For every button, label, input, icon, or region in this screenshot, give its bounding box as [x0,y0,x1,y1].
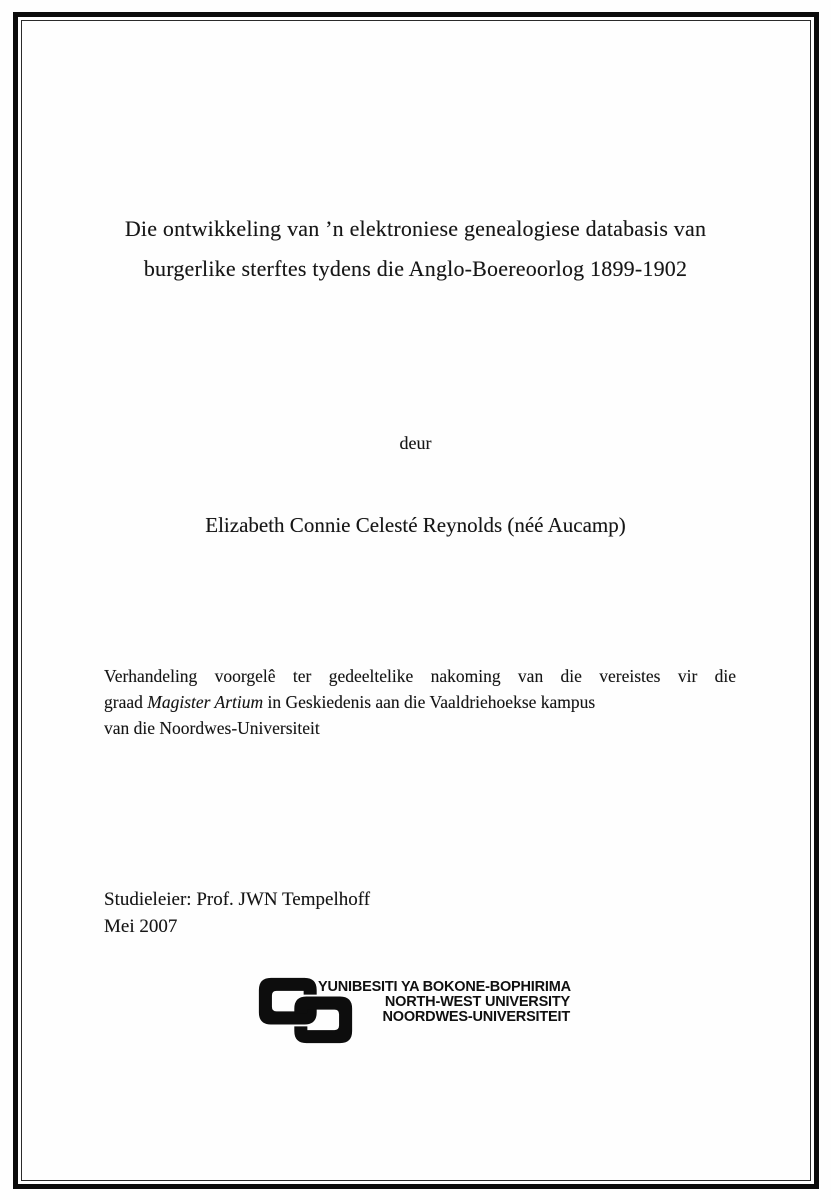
thesis-title-line-1: Die ontwikkeling van ’n elektroniese genealogiese databasis van [124,216,707,241]
date-line: Mei 2007 [104,916,178,937]
degree-statement-line-1: Verhandeling voorgelê ter gedeeltelike nakoming van die vereistes vir die [104,666,736,686]
degree-statement-line-2 [104,689,736,715]
logo-text-english: NORTH-WEST UNIVERSITY [384,994,570,1011]
author-name: Elizabeth Connie Celesté Reynolds (néé Aucamp) [205,513,626,537]
thesis-title [0,209,831,289]
degree-statement [104,663,736,741]
degree-statement-degree-name: Magister Artium [147,692,264,712]
university-logo [257,976,570,1045]
supervisor-block [104,886,370,940]
degree-statement-line-3: van die Noordwes-Universiteit [104,718,320,738]
degree-statement-line-2-post: in Geskiedenis aan die Vaaldriehoekse kampus [263,692,596,712]
thesis-title-line-2: burgerlike sterftes tydens die Anglo-Boereoorlog 1899-1902 [143,256,688,281]
logo-text-afrikaans: NOORDWES-UNIVERSITEIT [382,1009,570,1026]
logo-text-setswana: YUNIBESITI YA BOKONE-BOPHIRIMA [318,979,571,995]
university-logo-text [318,976,570,1026]
supervisor-line: Studieleier: Prof. JWN Tempelhoff [104,889,371,910]
byline-word: deur [399,433,432,453]
degree-statement-line-2-pre: graad [104,692,148,712]
